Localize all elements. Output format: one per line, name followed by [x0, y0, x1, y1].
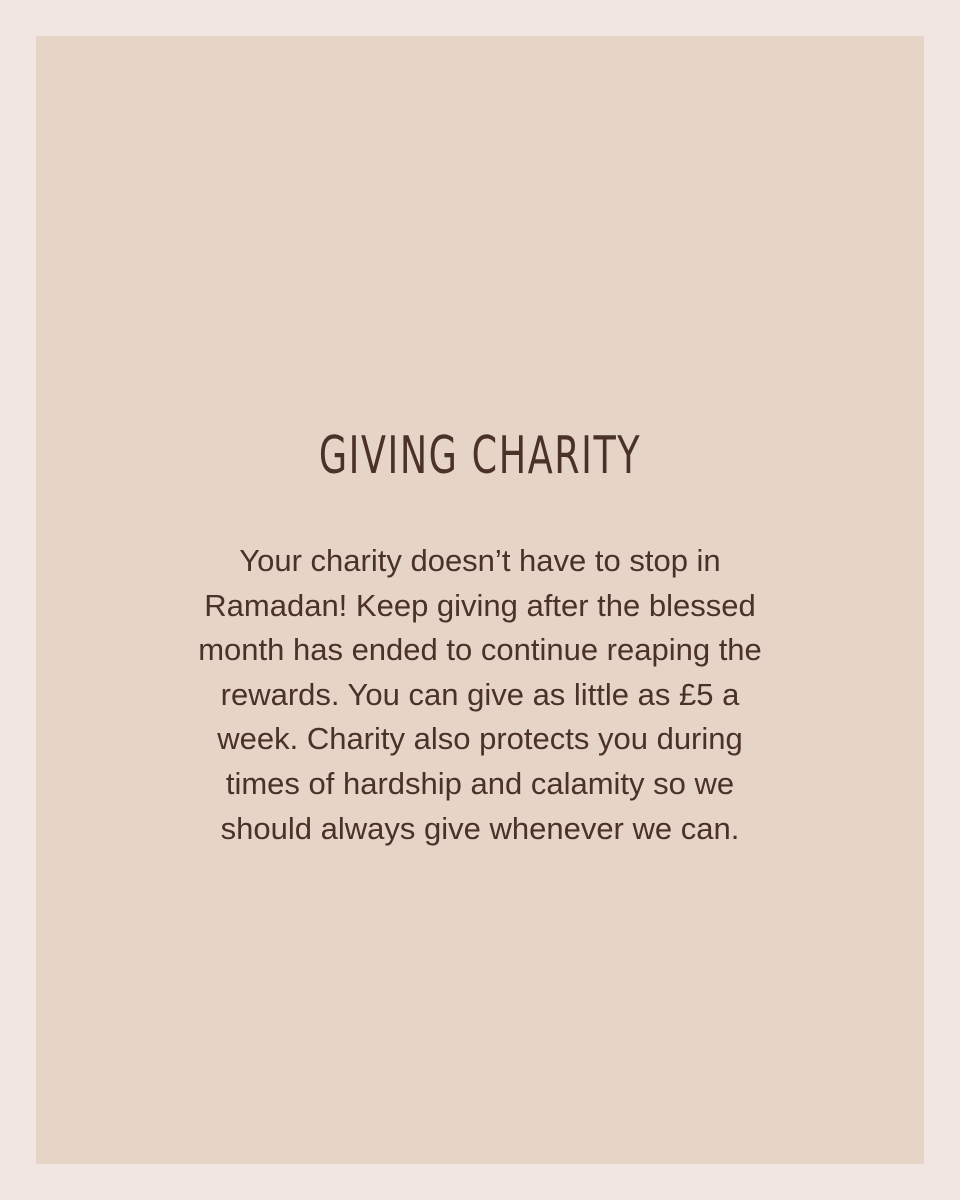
post-title: GIVING CHARITY [318, 426, 642, 486]
content-card [36, 36, 924, 1164]
body-line-2: Ramadan! Keep giving after the blessed [204, 587, 756, 623]
body-line-3: month has ended to continue reaping the [198, 632, 762, 668]
post-body [36, 539, 924, 851]
body-line-4: rewards. You can give as little as £5 a [220, 676, 740, 712]
body-line-5: week. Charity also protects you during [217, 721, 743, 757]
body-line-7: should always give whenever we can. [220, 810, 740, 846]
body-line-6: times of hardship and calamity so we [225, 765, 735, 801]
body-line-1: Your charity doesn’t have to stop in [239, 543, 721, 578]
